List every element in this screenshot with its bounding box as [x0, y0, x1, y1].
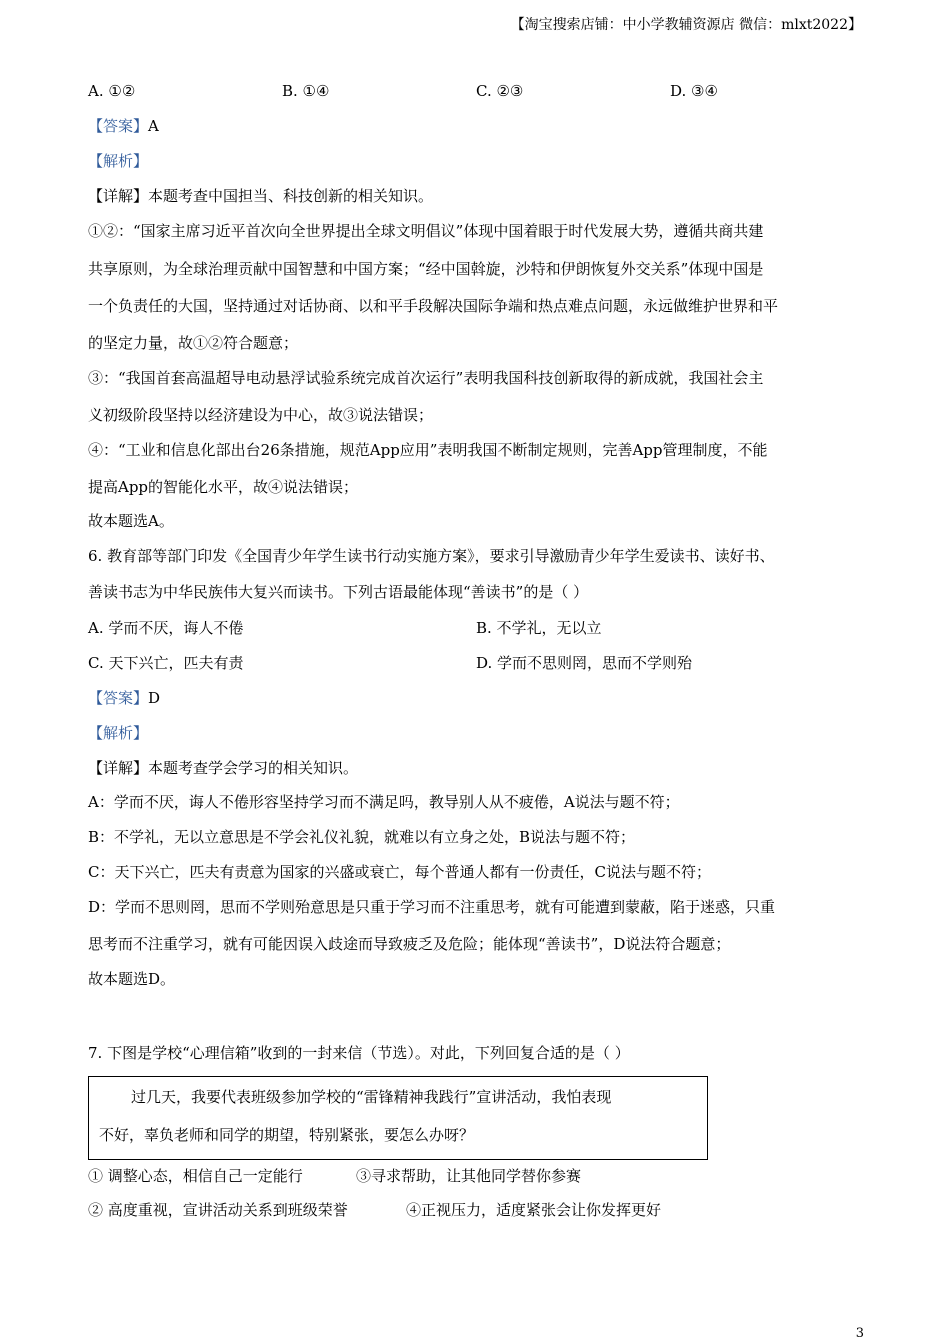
- q5-explanation-line: 提高App的智能化水平，故④说法错误；: [88, 478, 359, 496]
- q5-answer-tag: 【答案】: [88, 117, 149, 135]
- q5-option-c: C. ②③: [476, 82, 524, 100]
- q5-explanation-line: 共享原则，为全球治理贡献中国智慧和中国方案；“经中国斡旋，沙特和伊朗恢复外交关系”体现中国是: [88, 260, 764, 278]
- q5-option-a: A. ①②: [88, 82, 136, 100]
- q5-explanation-line: ①②：“国家主席习近平首次向全世界提出全球文明倡议”体现中国着眼于时代发展大势，遵循共商共建: [88, 222, 764, 240]
- q6-answer-value: D: [148, 689, 161, 707]
- q7-choice-4: ④正视压力，适度紧张会让你发挥更好: [406, 1201, 662, 1219]
- q5-explanation-line: 义初级阶段坚持以经济建设为中心，故③说法错误；: [88, 406, 434, 424]
- q5-answer-value: A: [148, 117, 159, 135]
- q6-option-a: A. 学而不厌，诲人不倦: [88, 619, 244, 637]
- q6-option-b: B. 不学礼，无以立: [476, 619, 602, 637]
- q5-explanation-line: 的坚定力量，故①②符合题意；: [88, 334, 299, 352]
- q6-explanation-line: C：天下兴亡，匹夫有责意为国家的兴盛或衰亡，每个普通人都有一份责任，C说法与题不符；: [88, 863, 711, 881]
- q5-conclusion: 故本题选A。: [88, 512, 174, 530]
- q6-option-c: C. 天下兴亡，匹夫有责: [88, 654, 244, 672]
- q6-analysis-tag: 【解析】: [88, 724, 149, 742]
- page-number: 3: [855, 1326, 864, 1341]
- q5-answer: [88, 116, 159, 136]
- page-header: 【淘宝搜索店铺：中小学教辅资源店 微信：mlxt2022】: [510, 17, 862, 33]
- q5-explanation-line: ④：“工业和信息化部出台26条措施，规范App应用”表明我国不断制定规则，完善App管理制度，不能: [88, 441, 768, 459]
- q6-option-d: D. 学而不思则罔，思而不学则殆: [476, 654, 693, 672]
- q7-letter-box: [88, 1076, 708, 1160]
- q7-choice-1: ① 调整心态，相信自己一定能行: [88, 1167, 303, 1185]
- q6-explanation-line: D：学而不思则罔，思而不学则殆意思是只重于学习而不注重思考，就有可能遭到蒙蔽，陷于迷惑，只重: [88, 898, 776, 916]
- q7-letter-line: 过几天，我要代表班级参加学校的“雷锋精神我践行”宣讲活动，我怕表现: [131, 1088, 612, 1106]
- q6-explanation-line: 思考而不注重学习，就有可能因误入歧途而导致疲乏及危险；能体现“善读书”，D说法符合题意；: [88, 935, 731, 953]
- q7-letter-line: 不好，辜负老师和同学的期望，特别紧张，要怎么办呀？: [99, 1126, 475, 1144]
- q7-stem: 7. 下图是学校“心理信箱”收到的一封来信（节选）。对此，下列回复合适的是（ ）: [88, 1044, 630, 1062]
- q6-explanation-line: A：学而不厌，诲人不倦形容坚持学习而不满足吗，教导别人从不疲倦，A说法与题不符；: [88, 793, 680, 811]
- q6-answer: [88, 688, 160, 708]
- q5-explanation-line: ③：“我国首套高温超导电动悬浮试验系统完成首次运行”表明我国科技创新取得的新成就，我国社会主: [88, 369, 764, 387]
- q6-explanation-line: B：不学礼，无以立意思是不学会礼仪礼貌，就难以有立身之处，B说法与题不符；: [88, 828, 636, 846]
- q6-conclusion: 故本题选D。: [88, 970, 176, 988]
- q5-option-b: B. ①④: [282, 82, 330, 100]
- q7-choice-3: ③寻求帮助，让其他同学替你参赛: [356, 1167, 582, 1185]
- q6-stem-line: 6. 教育部等部门印发《全国青少年学生读书行动实施方案》，要求引导激励青少年学生爱读书、读好书、: [88, 547, 775, 565]
- q6-stem-line: 善读书志为中华民族伟大复兴而读书。下列古语最能体现“善读书”的是（ ）: [88, 583, 589, 601]
- q6-explanation-line: 【详解】本题考查学会学习的相关知识。: [88, 759, 359, 777]
- q5-explanation-line: 一个负责任的大国，坚持通过对话协商、以和平手段解决国际争端和热点难点问题，永远做维护世界和平: [88, 297, 779, 315]
- q6-answer-tag: 【答案】: [88, 689, 149, 707]
- q7-choice-2: ② 高度重视，宣讲活动关系到班级荣誉: [88, 1201, 348, 1219]
- q5-option-d: D. ③④: [670, 82, 718, 100]
- q5-explanation-line: 【详解】本题考查中国担当、科技创新的相关知识。: [88, 187, 434, 205]
- q5-analysis-tag: 【解析】: [88, 152, 149, 170]
